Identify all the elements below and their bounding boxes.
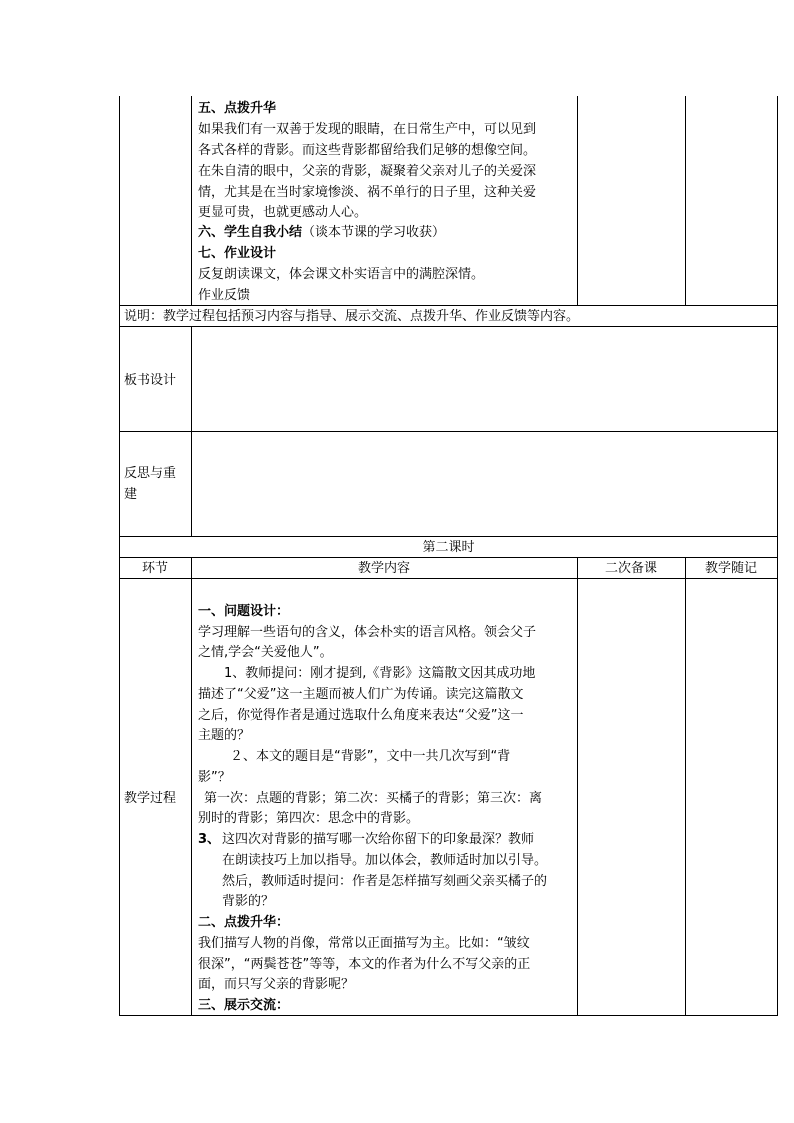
content-line: 在朗读技巧上加以指导。加以体会，教师适时加以引导。	[222, 853, 548, 868]
paragraph-line: 情，尤其是在当时家境惨淡、祸不单行的日子里，这种关爱	[198, 185, 537, 200]
content-line: 这四次对背影的描写哪一次给你留下的印象最深？教师	[222, 832, 535, 847]
header-stage: 环节	[141, 561, 168, 576]
paragraph-line: 各式各样的背影。而这些背影都留给我们足够的想像空间。	[198, 143, 537, 158]
section-heading-6	[198, 223, 445, 242]
second-lesson-title: 第二课时	[422, 540, 475, 555]
header-content: 教学内容	[357, 561, 410, 576]
explanation-note: 说明：教学过程包括预习内容与指导、展示交流、点拨升华、作业反馈等内容。	[124, 309, 580, 324]
reflect-label-line1: 反思与重	[124, 466, 177, 481]
column-divider	[685, 96, 686, 305]
row-divider	[119, 326, 778, 327]
row-divider	[119, 536, 778, 537]
content-heading-3: 三、展示交流：	[198, 998, 290, 1013]
section-heading-6-note: （谈本节课的学习收获）	[302, 225, 446, 240]
header-second-prep: 二次备课	[604, 561, 657, 576]
content-line: 1、教师提问：刚才提到,《背影》这篇散文因其成功地	[224, 666, 536, 681]
paragraph-line: 反复朗读课文，体会课文朴实语言中的满腔深情。	[198, 267, 485, 282]
table-border-bottom	[119, 1015, 778, 1016]
content-line: 之情,学会“关爱他人”。	[198, 645, 333, 660]
content-line: 背影的？	[222, 894, 275, 909]
content-line: 学习理解一些语句的含义，体会朴实的语言风格。领会父子	[198, 625, 537, 640]
content-line: 别时的背影；第四次：思念中的背影。	[198, 811, 420, 826]
paragraph-line: 作业反馈	[198, 288, 251, 303]
content-line: 很深”，“两鬓苍苍”等等，本文的作者为什么不写父亲的正	[198, 957, 531, 972]
column-divider	[191, 557, 192, 1016]
section-heading-7: 七、作业设计	[198, 246, 277, 261]
content-line: 我们描写人物的肖像，常常以正面描写为主。比如：“皱纹	[198, 936, 530, 951]
content-heading-2: 二、点拨升华：	[198, 915, 290, 930]
paragraph-line: 在朱自清的眼中，父亲的背影，凝聚着父亲对儿子的关爱深	[198, 164, 537, 179]
paragraph-line: 更显可贵，也就更感动人心。	[198, 205, 368, 220]
list-number-3: 3、	[198, 832, 221, 847]
header-notes: 教学随记	[704, 561, 757, 576]
board-design-label: 板书设计	[124, 373, 177, 388]
content-line: 然后，教师适时提问：作者是怎样描写刻画父亲买橘子的	[222, 874, 548, 889]
row-divider	[119, 578, 778, 579]
column-divider	[191, 96, 192, 305]
content-line: 面，而只写父亲的背影呢？	[198, 977, 355, 992]
paragraph-line: 如果我们有一双善于发现的眼睛，在日常生产中，可以见到	[198, 122, 537, 137]
content-line: 主题的？	[198, 728, 251, 743]
section-heading-5: 五、点拨升华	[198, 101, 277, 116]
content-heading-1: 一、问题设计：	[198, 604, 290, 619]
content-line: 描述了“父爱”这一主题而被人们广为传诵。读完这篇散文	[198, 687, 524, 702]
content-line: 第一次：点题的背影；第二次：买橘子的背影；第三次：离	[204, 791, 543, 806]
section-heading-6-title: 六、学生自我小结	[198, 225, 303, 240]
content-line: ２、本文的题目是“背影”，文中一共几次写到“背	[230, 749, 511, 764]
row-divider	[119, 557, 778, 558]
row-divider	[119, 431, 778, 432]
column-divider	[685, 557, 686, 1016]
reflect-label-line2: 建	[124, 487, 138, 502]
content-line: 影”？	[198, 770, 231, 785]
row-divider	[119, 305, 778, 306]
process-label: 教学过程	[124, 791, 177, 806]
column-divider	[577, 557, 578, 1016]
column-divider	[577, 96, 578, 305]
content-line: 之后，你觉得作者是通过选取什么角度来表达“父爱”这一	[198, 708, 524, 723]
